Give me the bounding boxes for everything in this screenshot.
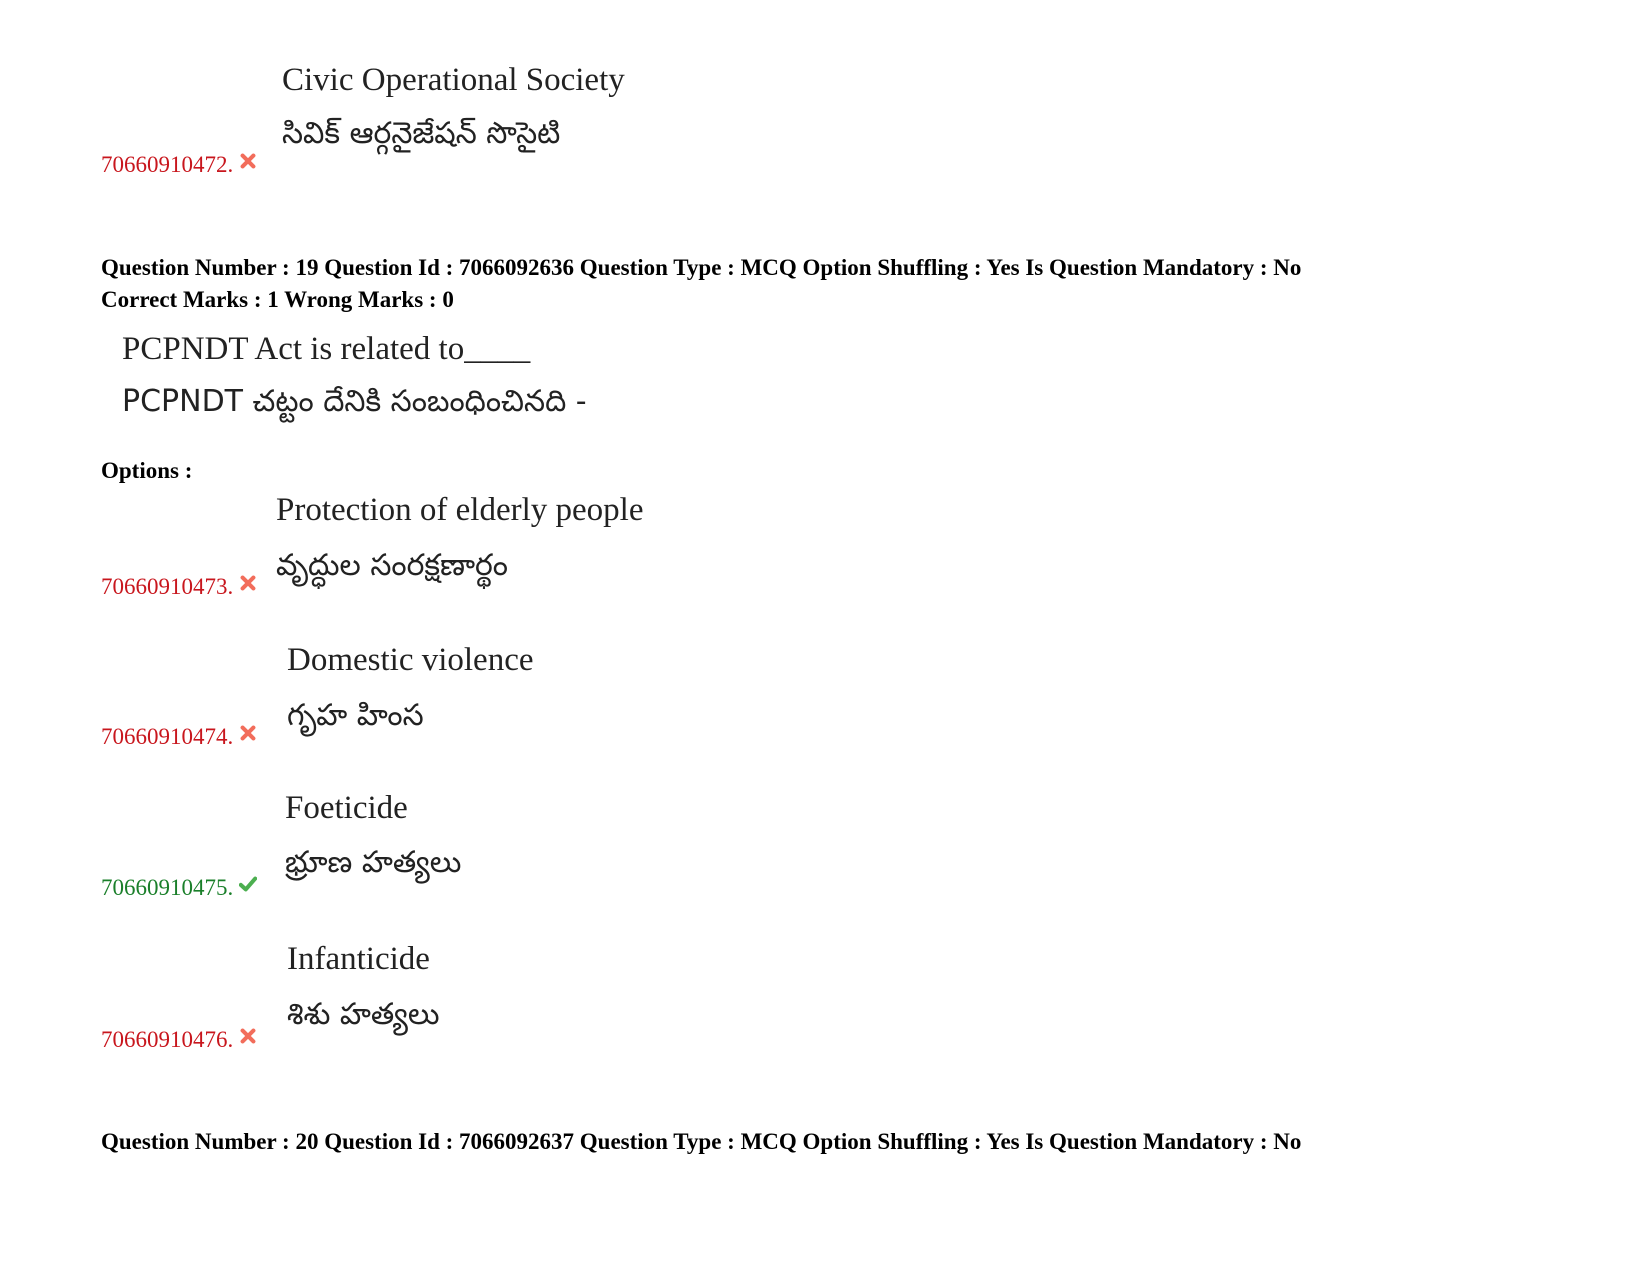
cross-icon [239,1027,257,1045]
option-text-en: Domestic violence [287,642,534,678]
cross-icon [239,152,257,170]
prev-option-text-en: Civic Operational Society [282,62,625,98]
option-text-te: భ్రూణ హత్యలు [285,845,462,880]
question-meta-line2: Correct Marks : 1 Wrong Marks : 0 [101,287,454,312]
option-id-correct [101,875,257,901]
prev-option-id [101,152,257,178]
option-id [101,1027,257,1053]
options-label: Options : [101,458,193,483]
question-text-en: PCPNDT Act is related to____ [122,331,531,367]
option-id [101,724,257,750]
option-text-en: Protection of elderly people [276,492,644,528]
option-text-te: శిశు హత్యలు [287,997,440,1032]
option-id-label: 70660910474. [101,724,234,749]
option-text-en: Foeticide [285,790,408,826]
option-id-label: 70660910476. [101,1027,234,1052]
option-id-label: 70660910475. [101,875,234,900]
cross-icon [239,724,257,742]
option-text-te: గృహ హింస [287,698,424,733]
question-meta-line1: Question Number : 20 Question Id : 7066092637 Question Type : MCQ Option Shuffling : Yes Is Question Mandatory : No [101,1129,1302,1154]
option-id-label: 70660910473. [101,574,234,599]
question-text-te: PCPNDT చట్టం దేనికి సంబంధించినది - [122,384,587,419]
option-id-label: 70660910472. [101,152,234,177]
option-text-en: Infanticide [287,941,430,977]
option-id [101,574,257,600]
cross-icon [239,574,257,592]
option-text-te: వృద్ధుల సంరక్షణార్థం [276,548,509,583]
question-meta-line1: Question Number : 19 Question Id : 7066092636 Question Type : MCQ Option Shuffling : Yes Is Question Mandatory : No [101,255,1302,280]
prev-option-text-te: సివిక్ ఆర్గనైజేషన్ సొసైటి [282,116,561,151]
check-icon [239,875,257,893]
